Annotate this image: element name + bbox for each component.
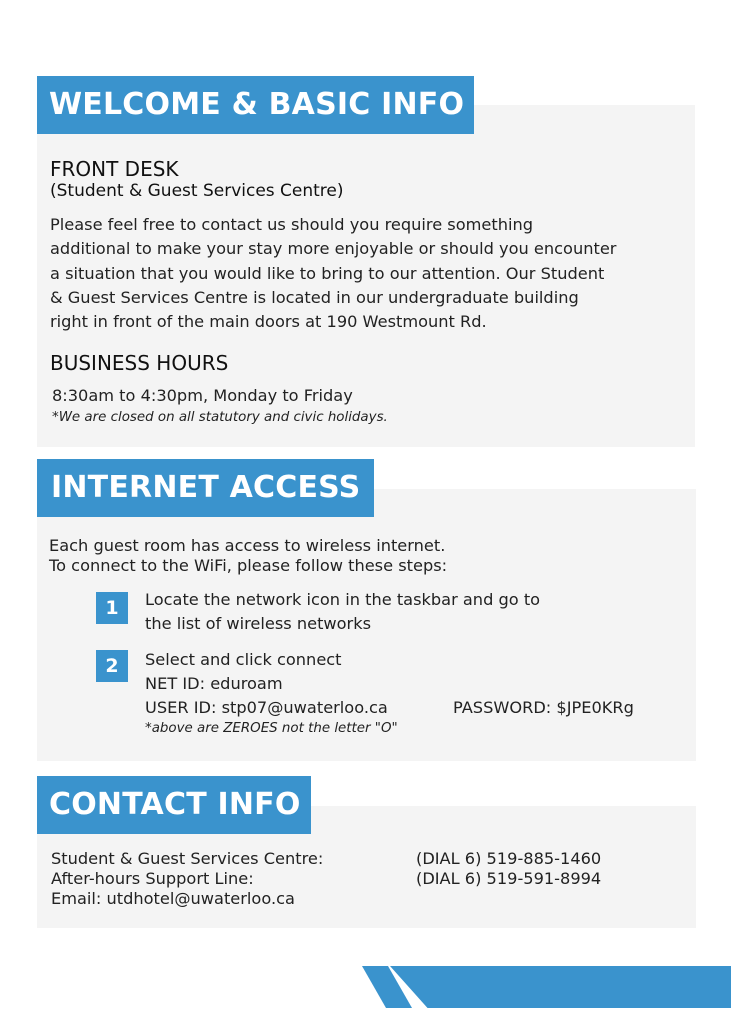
- welcome-banner: WELCOME & BASIC INFO: [37, 76, 474, 134]
- net-id: NET ID: eduroam: [145, 674, 283, 693]
- internet-intro-line1: Each guest room has access to wireless internet.: [49, 536, 446, 555]
- step-1-number: 1: [96, 592, 128, 624]
- front-desk-line: right in front of the main doors at 190 Westmount Rd.: [50, 312, 487, 332]
- internet-banner: INTERNET ACCESS: [37, 459, 374, 517]
- user-id: USER ID: stp07@uwaterloo.ca: [145, 698, 388, 717]
- front-desk-line: Please feel free to contact us should you require something: [50, 215, 534, 234]
- decorative-stripe-large: [390, 966, 731, 1008]
- password-note: *above are ZEROES not the letter "O": [145, 721, 398, 736]
- front-desk-line: additional to make your stay more enjoyable or should you encounter: [50, 239, 617, 259]
- step-1-line1: Locate the network icon in the taskbar and go to: [145, 590, 541, 609]
- contact-banner: CONTACT INFO: [37, 776, 311, 834]
- step-2-line1: Select and click connect: [145, 650, 342, 669]
- business-hours-title: BUSINESS HOURS: [50, 351, 229, 375]
- contact-label-services: Student & Guest Services Centre:: [51, 849, 324, 868]
- front-desk-description: [50, 213, 690, 334]
- internet-intro-line2: To connect to the WiFi, please follow these steps:: [49, 556, 448, 575]
- front-desk-subtitle: (Student & Guest Services Centre): [50, 181, 344, 201]
- front-desk-title: FRONT DESK: [50, 157, 179, 181]
- front-desk-line: & Guest Services Centre is located in our undergraduate building: [50, 287, 579, 307]
- business-hours-note: *We are closed on all statutory and civic holidays.: [52, 410, 388, 425]
- step-1-line2: the list of wireless networks: [145, 614, 372, 633]
- contact-phone-after-hours: (DIAL 6) 519-591-8994: [416, 869, 602, 888]
- business-hours-text: 8:30am to 4:30pm, Monday to Friday: [52, 386, 353, 405]
- front-desk-line: a situation that you would like to bring to our attention. Our Student: [50, 263, 605, 283]
- contact-label-after-hours: After-hours Support Line:: [51, 869, 254, 888]
- contact-phone-services: (DIAL 6) 519-885-1460: [416, 849, 602, 868]
- wifi-password: PASSWORD: $JPE0KRg: [453, 698, 634, 717]
- contact-email: Email: utdhotel@uwaterloo.ca: [51, 889, 295, 908]
- step-2-number: 2: [96, 650, 128, 682]
